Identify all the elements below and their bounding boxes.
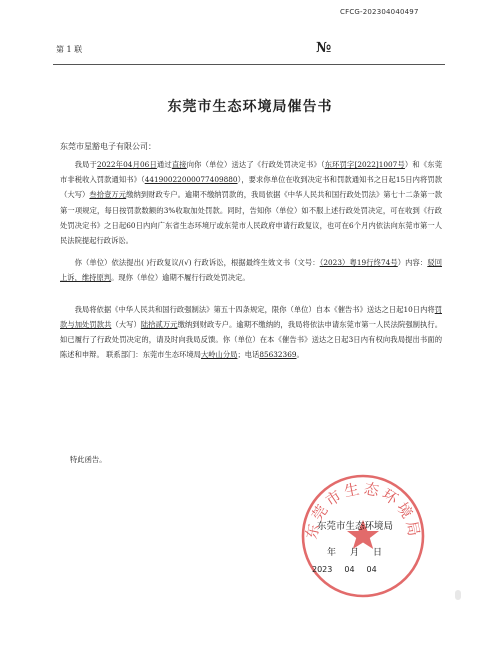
seal-ring-text: 东莞市生态环境局 <box>302 479 424 541</box>
p2-text-a: 你（单位）依法提出( )行政复议/(√) 行政诉讼，根据最终生效文书（文号： <box>74 258 320 268</box>
closing-remark: 特此函告。 <box>70 455 107 464</box>
month-label: 月 <box>350 548 360 558</box>
p3-contact-department: 大岭山分局 <box>200 350 238 360</box>
p1-text-f: 缴纳到财政专户。逾期不缴纳罚款的，我局依据《中华人民共和国行政处罚法》第七十二条第一款第一项规定，每日按罚款数额的3%收取加处罚款。同时，告知你（单位）如不服上述行政处罚决定，可在收到《行政处罚决定书》之日起60日内向广东省生态环境厅或东莞市人民政府申请行政复议，也可在6个月内依法向东莞市第一人民法院提起行政诉讼。 <box>60 190 443 246</box>
day-label: 日 <box>373 548 383 558</box>
issue-day: 04 <box>366 565 377 574</box>
p1-text-d: ）和《东莞市非税收入罚款通知书》（ <box>60 160 443 185</box>
p1-text-c: 向你（单位）送达了《行政处罚决定书》（ <box>186 160 325 169</box>
p3-text-a: 我局将依据《中华人民共和国行政强制法》第五十四条规定，限你（单位）自本《催告书》送达之日起10日内将 <box>74 304 435 314</box>
p1-text-e: ），要求你单位在收到决定书和罚款通知书之日起15日内将罚款（大写） <box>60 175 442 200</box>
p2-ruling-content: 驳回上诉，维持原判 <box>60 258 442 283</box>
issue-month: 04 <box>344 565 355 574</box>
p3-text-e: 。 <box>296 350 304 360</box>
issue-year: 2023 <box>312 565 333 574</box>
paragraph-3 <box>60 302 442 363</box>
issuing-authority: 东莞市生态环境局 <box>317 521 394 532</box>
p1-text-b: 通过 <box>156 160 172 169</box>
document-title: 东莞市生态环境局催告书 <box>167 99 333 115</box>
p2-text-b: ）内容： <box>397 258 428 268</box>
p3-text-c: 缴纳到财政专户。逾期不缴纳的，我局将依法申请东莞市第一人民法院强制执行。如已履行了行政处罚决定的，请及时向我局反馈。你（单位）在本《催告书》送达之日起3日内有权向我局提出书面的陈述和申辩。 联系部门：东莞市生态环境局 <box>60 319 443 360</box>
addressee: 东莞市星豁电子有限公司： <box>60 142 156 151</box>
document-code: CFCG-202304040497 <box>340 8 419 16</box>
header-divider <box>53 64 445 65</box>
p1-service-date: 2022年04月06日 <box>96 160 157 169</box>
official-seal-stamp <box>297 470 429 602</box>
copy-number: 第 1 联 <box>56 45 83 54</box>
p3-contact-phone: 85632369 <box>259 350 297 360</box>
p1-text-a: 我局于 <box>74 160 97 169</box>
p3-text-d: ；电话 <box>237 350 260 360</box>
date-labels <box>327 545 396 558</box>
paragraph-2 <box>60 255 442 285</box>
p1-service-method: 直接 <box>171 160 187 169</box>
scan-mark <box>455 590 461 600</box>
p1-notice-number: 44190022000077409880 <box>144 175 238 185</box>
paragraph-1 <box>60 157 442 248</box>
document-body <box>60 157 442 362</box>
p1-decision-number: 东环罚字[2022]1007号 <box>324 160 405 169</box>
p3-payable-items: 罚款与加处罚款共 <box>60 304 442 329</box>
p3-total-amount: 陆拾贰万元 <box>140 319 178 329</box>
year-label: 年 <box>327 548 337 558</box>
issue-date <box>312 565 389 574</box>
p1-fine-amount: 叁拾壹万元 <box>89 190 127 200</box>
number-sign: № <box>316 40 332 56</box>
p3-text-b: （大写） <box>111 319 141 329</box>
p2-text-c: 。现你（单位）逾期不履行行政处罚决定。 <box>111 273 250 283</box>
p2-document-number: （2023）粤19行终74号 <box>319 258 398 268</box>
